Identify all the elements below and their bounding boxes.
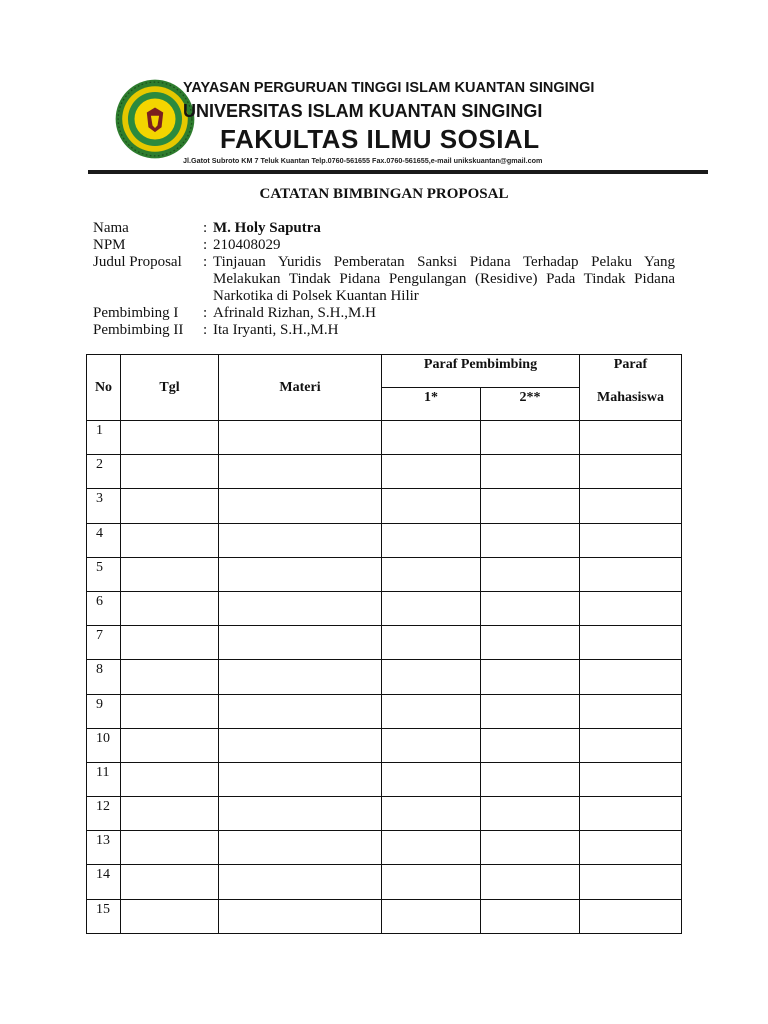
student-info bbox=[93, 220, 675, 339]
header-materi: Materi bbox=[219, 355, 382, 421]
cell-tgl bbox=[121, 865, 219, 899]
cell-paraf-mahasiswa bbox=[580, 694, 682, 728]
cell-paraf-2 bbox=[481, 591, 580, 625]
cell-tgl bbox=[121, 660, 219, 694]
cell-paraf-2 bbox=[481, 455, 580, 489]
cell-paraf-mahasiswa bbox=[580, 523, 682, 557]
letterhead-address: Jl.Gatot Subroto KM 7 Teluk Kuantan Telp.0760-561655 Fax.0760-561655,e-mail unikskuantan@gmail.com bbox=[183, 156, 543, 165]
cell-materi bbox=[219, 728, 382, 762]
cell-paraf-1 bbox=[382, 660, 481, 694]
cell-materi bbox=[219, 455, 382, 489]
row-number: 5 bbox=[87, 557, 121, 591]
colon: : bbox=[203, 305, 208, 321]
cell-materi bbox=[219, 421, 382, 455]
cell-tgl bbox=[121, 421, 219, 455]
cell-paraf-1 bbox=[382, 626, 481, 660]
cell-materi bbox=[219, 591, 382, 625]
judul-label: Judul Proposal bbox=[93, 254, 182, 270]
row-number: 15 bbox=[87, 899, 121, 933]
header-sub-2: 2** bbox=[481, 388, 580, 421]
cell-materi bbox=[219, 797, 382, 831]
cell-tgl bbox=[121, 626, 219, 660]
cell-materi bbox=[219, 660, 382, 694]
colon: : bbox=[203, 220, 208, 236]
cell-paraf-2 bbox=[481, 797, 580, 831]
cell-paraf-1 bbox=[382, 865, 481, 899]
cell-materi bbox=[219, 865, 382, 899]
cell-paraf-2 bbox=[481, 865, 580, 899]
npm-label: NPM bbox=[93, 237, 126, 253]
cell-tgl bbox=[121, 523, 219, 557]
cell-materi bbox=[219, 831, 382, 865]
university-name: UNIVERSITAS ISLAM KUANTAN SINGINGI bbox=[183, 101, 543, 121]
cell-paraf-2 bbox=[481, 899, 580, 933]
table-row bbox=[87, 489, 682, 523]
table-row bbox=[87, 694, 682, 728]
cell-paraf-1 bbox=[382, 455, 481, 489]
cell-paraf-2 bbox=[481, 660, 580, 694]
cell-tgl bbox=[121, 899, 219, 933]
letterhead-rule bbox=[88, 170, 708, 174]
pembimbing1-value: Afrinald Rizhan, S.H.,M.H bbox=[213, 305, 376, 321]
pembimbing2-value: Ita Iryanti, S.H.,M.H bbox=[213, 322, 339, 338]
cell-paraf-1 bbox=[382, 421, 481, 455]
info-row-npm bbox=[93, 237, 675, 254]
document-title: CATATAN BIMBINGAN PROPOSAL bbox=[259, 186, 509, 202]
cell-paraf-1 bbox=[382, 797, 481, 831]
cell-paraf-1 bbox=[382, 489, 481, 523]
cell-tgl bbox=[121, 557, 219, 591]
cell-materi bbox=[219, 557, 382, 591]
row-number: 6 bbox=[87, 591, 121, 625]
cell-paraf-1 bbox=[382, 523, 481, 557]
table-row bbox=[87, 797, 682, 831]
table-row bbox=[87, 762, 682, 796]
cell-paraf-2 bbox=[481, 626, 580, 660]
cell-paraf-mahasiswa bbox=[580, 762, 682, 796]
faculty-name: FAKULTAS ILMU SOSIAL bbox=[220, 124, 540, 154]
cell-paraf-1 bbox=[382, 762, 481, 796]
table-row bbox=[87, 523, 682, 557]
cell-paraf-1 bbox=[382, 728, 481, 762]
cell-paraf-mahasiswa bbox=[580, 660, 682, 694]
pembimbing2-label: Pembimbing II bbox=[93, 322, 184, 338]
row-number: 7 bbox=[87, 626, 121, 660]
row-number: 10 bbox=[87, 728, 121, 762]
row-number: 4 bbox=[87, 523, 121, 557]
foundation-name: YAYASAN PERGURUAN TINGGI ISLAM KUANTAN SINGINGI bbox=[183, 80, 595, 96]
cell-materi bbox=[219, 523, 382, 557]
cell-tgl bbox=[121, 455, 219, 489]
cell-paraf-2 bbox=[481, 523, 580, 557]
cell-materi bbox=[219, 489, 382, 523]
row-number: 9 bbox=[87, 694, 121, 728]
info-row-judul bbox=[93, 254, 675, 305]
cell-paraf-2 bbox=[481, 728, 580, 762]
cell-tgl bbox=[121, 728, 219, 762]
table-row bbox=[87, 626, 682, 660]
cell-paraf-2 bbox=[481, 489, 580, 523]
cell-paraf-mahasiswa bbox=[580, 831, 682, 865]
judul-value: Tinjauan Yuridis Pemberatan Sanksi Pidana Terhadap Pelaku Yang Melakukan Tindak Pidana Pengulangan (Residive) Pada Tindak Pidana Narkotika di Polsek Kuantan Hilir bbox=[213, 254, 675, 304]
cell-tgl bbox=[121, 489, 219, 523]
colon: : bbox=[203, 254, 208, 270]
header-sub-1: 1* bbox=[382, 388, 481, 421]
cell-paraf-mahasiswa bbox=[580, 489, 682, 523]
cell-paraf-mahasiswa bbox=[580, 797, 682, 831]
cell-paraf-mahasiswa bbox=[580, 421, 682, 455]
colon: : bbox=[203, 237, 208, 253]
header-no: No bbox=[87, 355, 121, 421]
cell-paraf-mahasiswa bbox=[580, 626, 682, 660]
cell-materi bbox=[219, 694, 382, 728]
table-row bbox=[87, 557, 682, 591]
row-number: 12 bbox=[87, 797, 121, 831]
cell-paraf-mahasiswa bbox=[580, 455, 682, 489]
table-row bbox=[87, 831, 682, 865]
header-tgl: Tgl bbox=[121, 355, 219, 421]
table-row bbox=[87, 660, 682, 694]
cell-tgl bbox=[121, 591, 219, 625]
name-value: M. Holy Saputra bbox=[213, 220, 321, 236]
cell-materi bbox=[219, 626, 382, 660]
info-row-pembimbing2 bbox=[93, 322, 675, 339]
pembimbing1-label: Pembimbing I bbox=[93, 305, 179, 321]
colon: : bbox=[203, 322, 208, 338]
table-row bbox=[87, 421, 682, 455]
header-paraf: Paraf bbox=[580, 355, 682, 388]
table-row bbox=[87, 865, 682, 899]
header-mahasiswa: Mahasiswa bbox=[580, 388, 682, 421]
row-number: 13 bbox=[87, 831, 121, 865]
cell-paraf-1 bbox=[382, 557, 481, 591]
cell-paraf-2 bbox=[481, 421, 580, 455]
row-number: 3 bbox=[87, 489, 121, 523]
cell-paraf-mahasiswa bbox=[580, 557, 682, 591]
cell-materi bbox=[219, 762, 382, 796]
cell-paraf-mahasiswa bbox=[580, 865, 682, 899]
table-row bbox=[87, 899, 682, 933]
cell-paraf-2 bbox=[481, 831, 580, 865]
row-number: 8 bbox=[87, 660, 121, 694]
info-row-pembimbing1 bbox=[93, 305, 675, 322]
cell-tgl bbox=[121, 762, 219, 796]
cell-paraf-2 bbox=[481, 694, 580, 728]
cell-paraf-2 bbox=[481, 557, 580, 591]
guidance-log-table bbox=[86, 354, 682, 934]
letterhead bbox=[88, 62, 708, 174]
name-label: Nama bbox=[93, 220, 129, 236]
cell-materi bbox=[219, 899, 382, 933]
cell-paraf-1 bbox=[382, 591, 481, 625]
info-row-name bbox=[93, 220, 675, 237]
cell-paraf-mahasiswa bbox=[580, 728, 682, 762]
table-row bbox=[87, 728, 682, 762]
row-number: 14 bbox=[87, 865, 121, 899]
header-paraf-pembimbing: Paraf Pembimbing bbox=[382, 355, 580, 388]
cell-tgl bbox=[121, 694, 219, 728]
cell-tgl bbox=[121, 831, 219, 865]
cell-paraf-mahasiswa bbox=[580, 591, 682, 625]
cell-paraf-mahasiswa bbox=[580, 899, 682, 933]
cell-paraf-2 bbox=[481, 762, 580, 796]
cell-paraf-1 bbox=[382, 831, 481, 865]
cell-paraf-1 bbox=[382, 899, 481, 933]
cell-tgl bbox=[121, 797, 219, 831]
row-number: 11 bbox=[87, 762, 121, 796]
table-row bbox=[87, 591, 682, 625]
row-number: 1 bbox=[87, 421, 121, 455]
cell-paraf-1 bbox=[382, 694, 481, 728]
table-row bbox=[87, 455, 682, 489]
npm-value: 210408029 bbox=[213, 237, 281, 253]
table-body bbox=[87, 421, 682, 934]
row-number: 2 bbox=[87, 455, 121, 489]
